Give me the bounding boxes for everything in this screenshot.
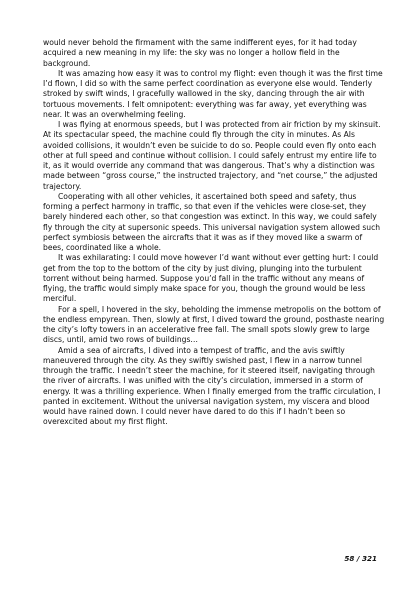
paragraph-4: Cooperating with all other vehicles, it ascertained both speed and safety, thus forming a perfect harmony in traffic, so that even if the vehicles were close-set, they barely hindered each other, so that congestion was extinct. In this way, we could safely fly through the city at supersonic speeds. This universal navigation system allowed such perfect symbiosis between the aircrafts that it was as if they moved like a swarm of bees, coordinated like a whole. (43, 191, 381, 252)
page-number: 58 / 321 (344, 554, 377, 563)
paragraph-5: It was exhilarating: I could move however I’d want without ever getting hurt: I could get from the top to the bottom of the city by just diving, plunging into the turbulent torrent without being harmed. Suppose you’d fall in the traffic without any means of flying, the traffic would simply make space for you, though the ground would be less merciful. (43, 253, 379, 304)
paragraph-2: It was amazing how easy it was to control my flight: even though it was the first time I’d flown, I did so with the same perfect coordination as everyone else would. Tenderly stroked by swift winds, I gracefully wallowed in the sky, dancing through the air with tortuous movements. I felt omnipotent: everything was far away, yet everything was near. It was an overwhelming feeling. (43, 68, 383, 119)
paragraph-6: For a spell, I hovered in the sky, beholding the immense metropolis on the bottom of the endless empyrean. Then, slowly at first, I dived toward the ground, posthaste nearing the city’s lofty towers in an accelerative free fall. The small spots slowly grew to large discs, until, amid two rows of buildings… (43, 304, 385, 345)
paragraph-1: would never behold the firmament with the same indifferent eyes, for it had today acquired a new meaning in my life: the sky was no longer a hollow field in the background. (43, 38, 357, 68)
body-text (43, 38, 385, 428)
paragraph-7: Amid a sea of aircrafts, I dived into a tempest of traffic, and the avis swiftly maneuvered through the city. As they swiftly swished past, I flew in a narrow tunnel through the traffic. I needn’t steer the machine, for it steered itself, navigating through the river of aircrafts. I was unified with the city’s circulation, immersed in a storm of energy. It was a thrilling experience. When I finally emerged from the traffic circulation, I panted in excitement. Without the universal navigation system, my viscera and blood would have rained down. I could never have dared to do this if I hadn’t been so overexcited about my first flight. (43, 345, 381, 427)
paragraph-3: I was flying at enormous speeds, but I was protected from air friction by my skinsuit. At its spectacular speed, the machine could fly through the city in minutes. As AIs avoided collisions, it wouldn’t even be suicide to do so. People could even fly onto each other at full speed and continue without collision. I could safely entrust my entire life to it, as it would override any command that was dangerous. That’s why a distinction was made between “gross course,” the instructed trajectory, and “net course,” the adjusted trajectory. (43, 120, 381, 191)
